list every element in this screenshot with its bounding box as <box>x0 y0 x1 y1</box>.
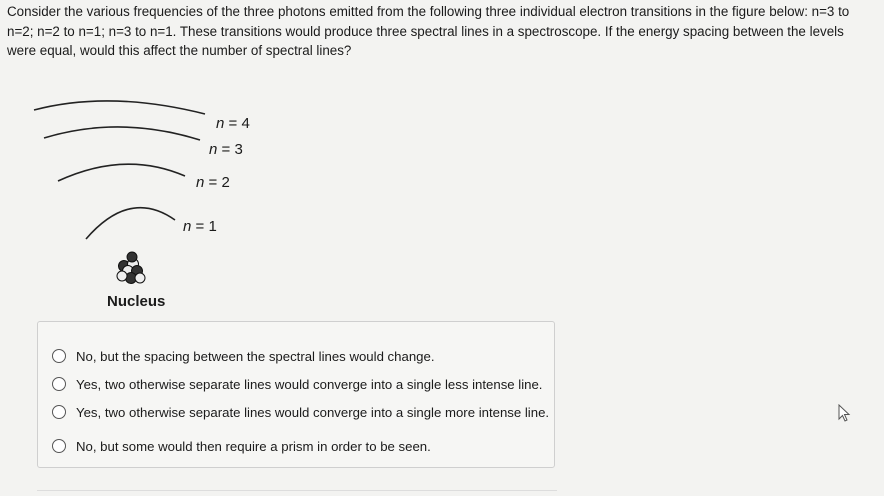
nucleus-icon <box>117 252 145 284</box>
level-label-n4: n = 4 <box>216 115 250 132</box>
option-4[interactable] <box>52 436 431 456</box>
nucleus-label: Nucleus <box>107 293 166 310</box>
option-1[interactable] <box>52 346 435 366</box>
energy-level-diagram <box>20 85 340 320</box>
orbit-arc-n2 <box>58 164 185 181</box>
option-3[interactable] <box>52 402 549 422</box>
radio-button[interactable] <box>52 405 66 419</box>
orbit-arc-n1 <box>86 208 175 239</box>
question-text: Consider the various frequencies of the three photons emitted from the following three individual electron transitions in the figure below: n=3 to n=2; n=2 to n=1; n=3 to n=1. These transitions would produce three spectral lines in a spectroscope. If the energy spacing between the levels were equal, would this affect the number of spectral lines? <box>7 4 850 58</box>
orbit-arc-n3 <box>44 127 200 140</box>
radio-button[interactable] <box>52 349 66 363</box>
orbit-arcs <box>20 85 340 320</box>
option-2[interactable] <box>52 374 542 394</box>
option-label: Yes, two otherwise separate lines would converge into a single more intense line. <box>76 404 550 420</box>
mouse-pointer-icon <box>838 404 852 424</box>
level-label-n3: n = 3 <box>209 141 243 158</box>
level-label-n2: n = 2 <box>196 174 230 191</box>
answer-options <box>37 321 555 468</box>
level-label-n1: n = 1 <box>183 218 217 235</box>
orbit-arc-n4 <box>34 101 205 114</box>
option-label: No, but some would then require a prism in order to be seen. <box>76 438 431 454</box>
radio-button[interactable] <box>52 377 66 391</box>
option-label: Yes, two otherwise separate lines would converge into a single less intense line. <box>76 376 543 392</box>
option-label: No, but the spacing between the spectral lines would change. <box>76 348 435 364</box>
radio-button[interactable] <box>52 439 66 453</box>
divider <box>37 490 557 491</box>
